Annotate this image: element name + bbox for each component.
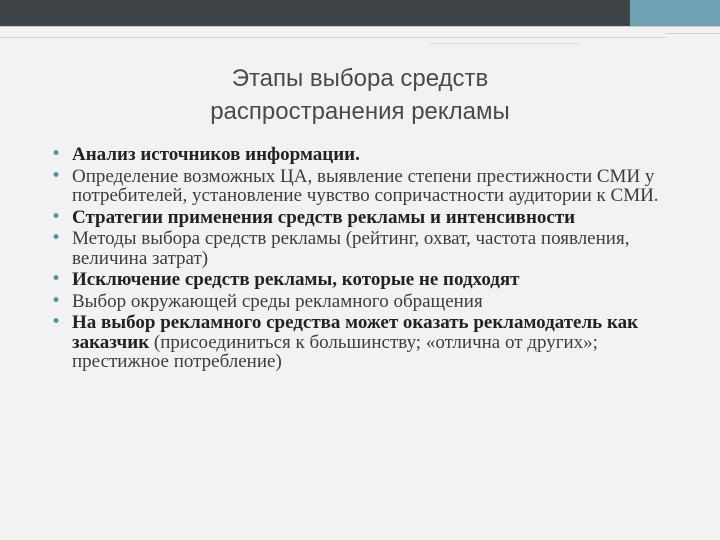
list-item — [50, 313, 680, 372]
title-line: Этапы выбора средств — [231, 65, 489, 92]
top-decor-bar — [0, 0, 720, 26]
bullet-dot-icon: • — [51, 165, 62, 186]
list-item — [50, 145, 680, 165]
list-item — [50, 270, 680, 290]
bullet-dot-icon: • — [51, 144, 62, 164]
item-bold-text: Анализ источников информации. — [72, 144, 360, 165]
bullet-dot-icon: • — [51, 228, 62, 248]
slide-title — [0, 62, 720, 128]
item-bold-text: Стратегии применения средств рекламы и интенсивности — [72, 206, 576, 228]
item-text: (присоединиться к большинству; «отлична от других»; престижное потребление) — [72, 331, 598, 372]
bullet-dot-icon: • — [51, 269, 62, 289]
item-bold-text: На выбор рекламного средства может оказать рекламодатель как заказчик — [72, 312, 639, 353]
divider-line — [0, 37, 665, 38]
bullet-dot-icon: • — [51, 206, 62, 227]
list-item — [50, 167, 680, 206]
bullet-list — [50, 145, 680, 374]
item-text: Методы выбора средств рекламы (рейтинг, охват, частота появления, величина затрат) — [72, 228, 630, 269]
bullet-dot-icon: • — [51, 290, 62, 311]
divider-line — [0, 26, 720, 27]
divider-line — [430, 43, 580, 44]
top-accent-block — [630, 0, 720, 26]
list-item — [50, 292, 680, 312]
item-bold-text: Исключение средств рекламы, которые не подходят — [72, 269, 520, 290]
item-text: Выбор окружающей среды рекламного обращения — [72, 290, 483, 312]
bullet-dot-icon: • — [51, 312, 62, 332]
divider-line — [665, 33, 720, 42]
title-line: распространения рекламы — [210, 98, 510, 125]
item-text: Определение возможных ЦА, выявление степени престижности СМИ у потребителей, установление чувство сопричастности аудитории к СМИ. — [72, 165, 659, 206]
list-item — [50, 229, 680, 268]
list-item — [50, 208, 680, 228]
